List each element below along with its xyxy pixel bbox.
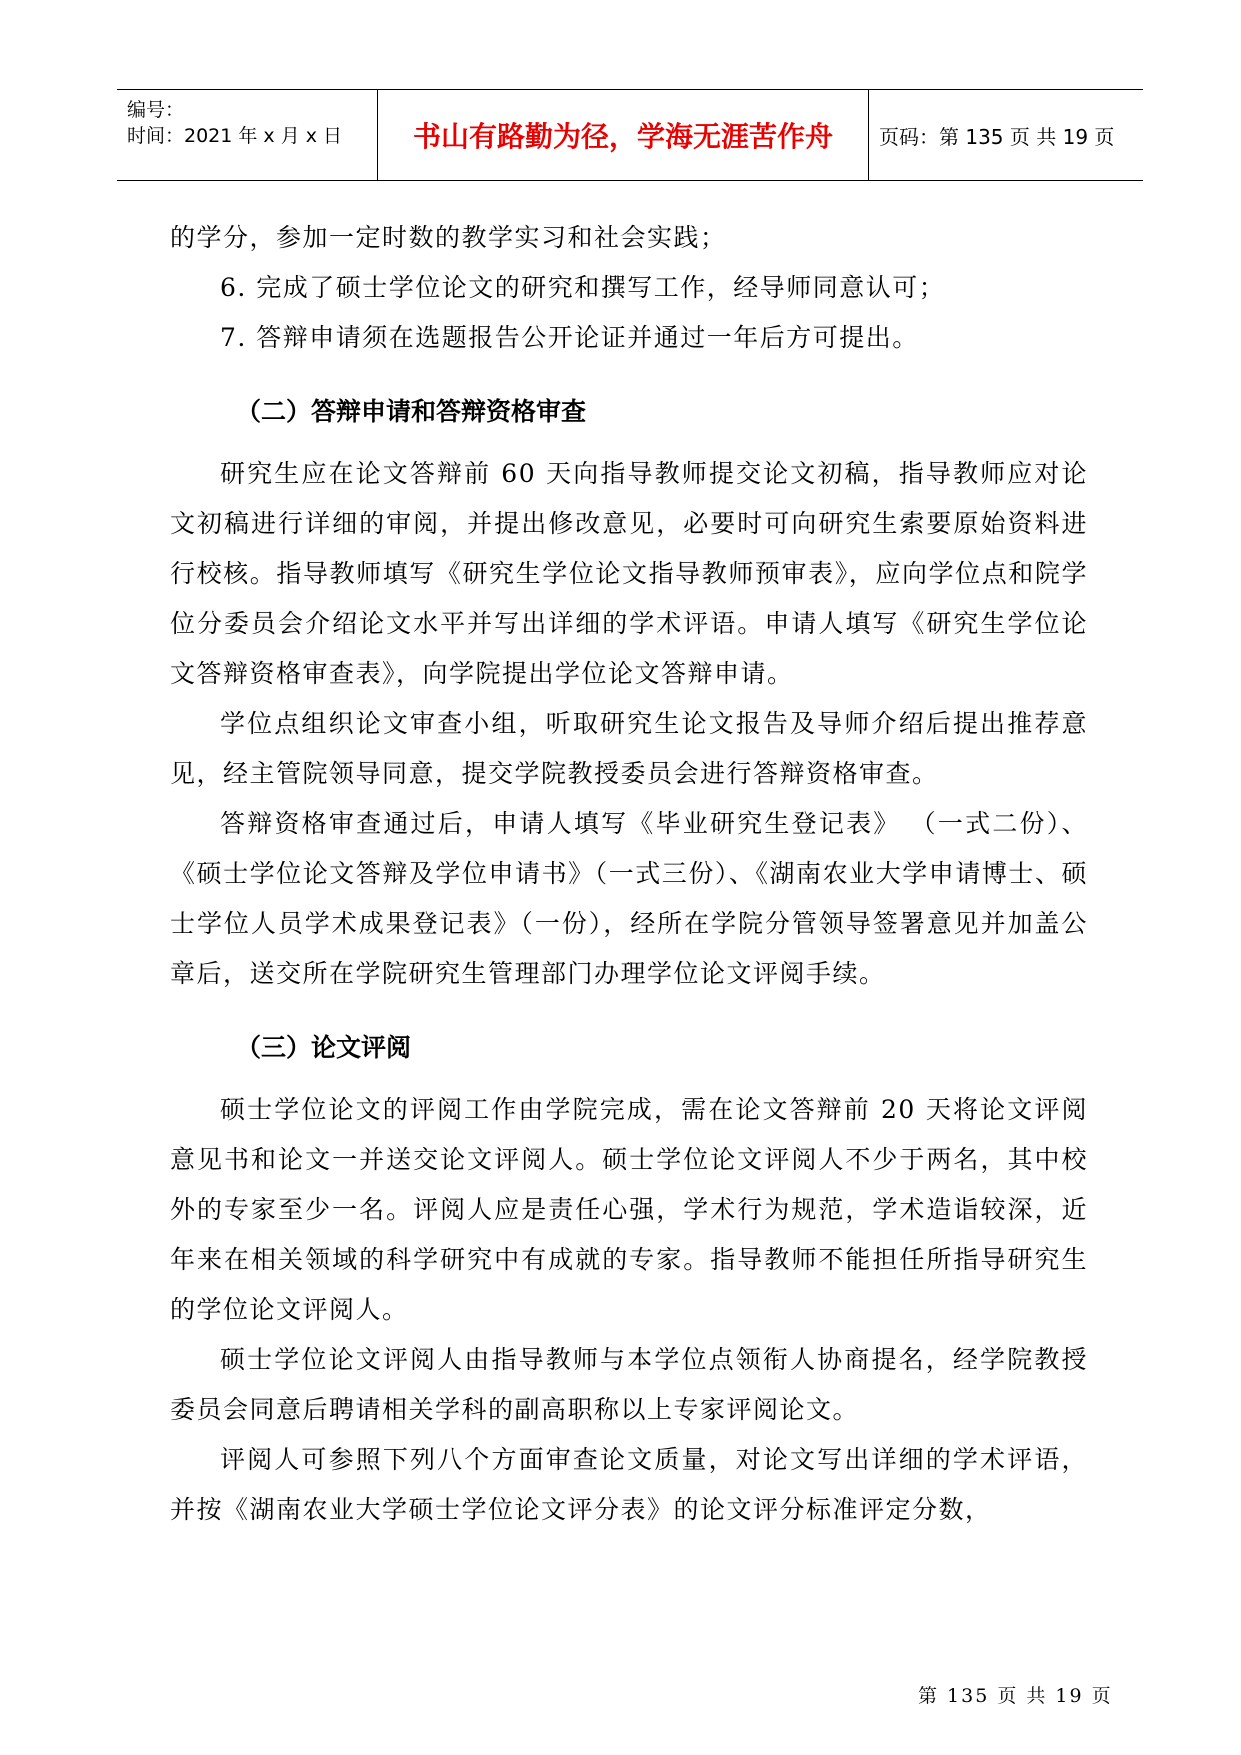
document-number-label: 编号： <box>127 99 185 121</box>
paragraph: 6. 完成了硕士学位论文的研究和撰写工作，经导师同意认可； <box>220 273 946 302</box>
paragraph: 硕士学位论文的评阅工作由学院完成，需在论文答辩前 20 天将论文评阅意见书和论文一并送交论文评阅人。硕士学位论文评阅人不少于两名，其中校外的专家至少一名。评阅人应是责任心强，学术行为规范，学术造诣较深，近年来在相关领域的科学研究中有成就的专家。指导教师不能担任所指导研究生的学位论文评阅人。 <box>170 1095 1088 1324</box>
header-page-number: 页码：第 135 页 共 19 页 <box>879 124 1115 149</box>
paragraph: 评阅人可参照下列八个方面审查论文质量，对论文写出详细的学术评语，并按《湖南农业大学硕士学位论文评分表》的论文评分标准评定分数， <box>170 1445 1088 1524</box>
paragraph: 答辩资格审查通过后，申请人填写《毕业研究生登记表》 （一式二份）、《硕士学位论文答辩及学位申请书》（一式三份）、《湖南农业大学申请博士、硕士学位人员学术成果登记表》（一份），经所在学院分管领导签署意见并加盖公章后，送交所在学院研究生管理部门办理学位论文评阅手续。 <box>170 809 1088 988</box>
paragraph: 7. 答辩申请须在选题报告公开论证并通过一年后方可提出。 <box>220 323 919 352</box>
section-heading: （二）答辩申请和答辩资格审查 <box>236 397 587 426</box>
section-heading: （三）论文评阅 <box>236 1033 412 1062</box>
paragraph: 的学分，参加一定时数的教学实习和社会实践； <box>170 223 727 252</box>
paragraph: 研究生应在论文答辩前 60 天向指导教师提交论文初稿，指导教师应对论文初稿进行详细的审阅，并提出修改意见，必要时可向研究生索要原始资料进行校核。指导教师填写《研究生学位论文指导教师预审表》，应向学位点和院学位分委员会介绍论文水平并写出详细的学术评语。申请人填写《研究生学位论文答辩资格审查表》，向学院提出学位论文答辩申请。 <box>170 459 1088 688</box>
paragraph: 硕士学位论文评阅人由指导教师与本学位点领衔人协商提名，经学院教授委员会同意后聘请相关学科的副高职称以上专家评阅论文。 <box>170 1345 1088 1424</box>
page-footer: 第 135 页 共 19 页 <box>918 1685 1113 1707</box>
document-time-label: 时间：2021 年 x 月 x 日 <box>127 125 343 147</box>
header-motto: 书山有路勤为径，学海无涯苦作舟 <box>378 90 869 180</box>
page-header <box>117 89 1143 181</box>
paragraph: 学位点组织论文审查小组，听取研究生论文报告及导师介绍后提出推荐意见，经主管院领导同意，提交学院教授委员会进行答辩资格审查。 <box>170 709 1088 788</box>
document-body <box>170 213 1088 1535</box>
header-meta-cell <box>117 90 378 180</box>
